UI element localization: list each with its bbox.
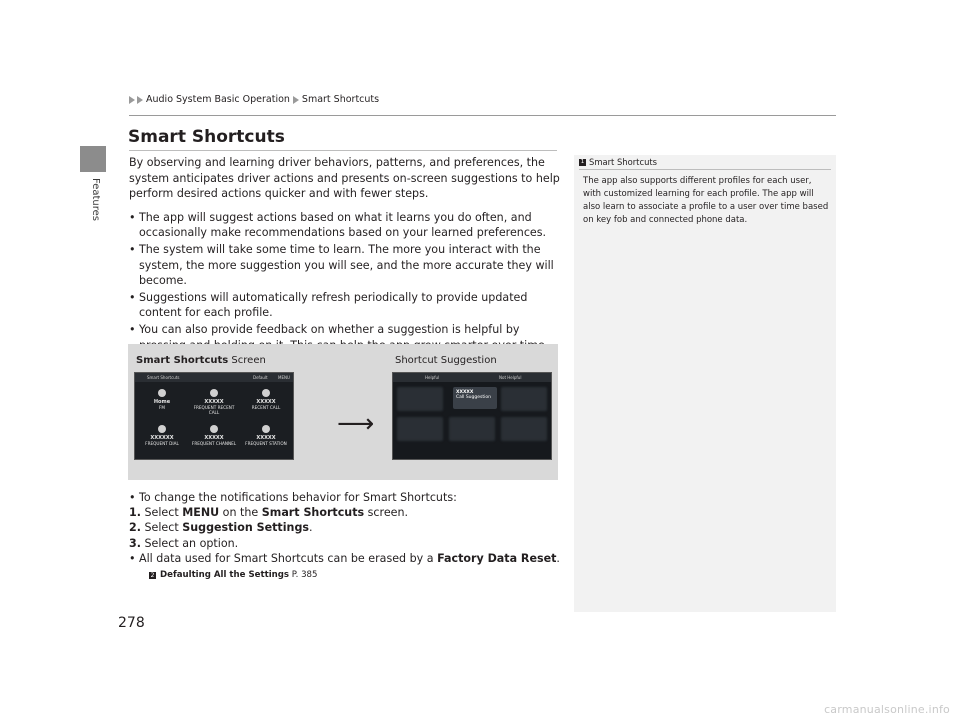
tile: XXXXX FREQUENT STATION xyxy=(241,421,291,457)
tile: XXXXX FREQUENT RECENT CALL xyxy=(189,385,239,421)
settings-instructions xyxy=(129,490,569,583)
tile: XXXXXX FREQUENT DIAL xyxy=(137,421,187,457)
screen-topbar: Helpful Not Helpful xyxy=(393,373,551,382)
sidebar-heading: 1 Smart Shortcuts xyxy=(580,157,658,167)
shortcut-suggestion-image xyxy=(392,372,552,460)
breadcrumb-current: Smart Shortcuts xyxy=(301,94,380,105)
tile: XXXXX FREQUENT CHANNEL xyxy=(189,421,239,457)
page-title: Smart Shortcuts xyxy=(128,127,285,147)
reference-arrow-icon: 2 xyxy=(150,572,155,580)
figure-label-suggestion: Shortcut Suggestion xyxy=(395,355,497,366)
section-label: Features xyxy=(90,178,101,221)
breadcrumb-arrow-icon xyxy=(137,96,143,104)
suggestion-popup: XXXXX Call Suggestion xyxy=(453,387,497,409)
note-marker-icon: 1 xyxy=(580,158,585,165)
step-item: 2. Select Suggestion Settings. xyxy=(129,521,313,535)
cross-reference-link[interactable]: 2 Defaulting All the Settings P. 385 xyxy=(150,570,318,581)
tile: XXXXX RECENT CALL xyxy=(241,385,291,421)
list-item: • All data used for Smart Shortcuts can be erased by a Factory Data Reset. xyxy=(129,551,569,566)
location-icon xyxy=(210,389,218,397)
radio-icon xyxy=(210,425,218,433)
list-item: • The system will take some time to learn. The more you interact with the system, the more suggestion you will see, and the more accurate they will become. xyxy=(129,242,561,289)
arrow-icon: ⟶ xyxy=(337,409,375,439)
screenshot-figure xyxy=(128,344,558,480)
breadcrumb-parent: Audio System Basic Operation xyxy=(146,94,290,105)
screen-topbar: Smart Shortcuts Default MENU xyxy=(135,373,293,382)
figure-label-screen: Smart Shortcuts Screen xyxy=(136,355,266,366)
feature-list xyxy=(129,210,561,353)
list-item: • You can also provide feedback on whether a suggestion is helpful by xyxy=(129,322,561,353)
section-tab xyxy=(80,146,106,172)
sidebar-rule xyxy=(579,169,831,170)
list-item: • The app will suggest actions based on what it learns you do often, and occasionally make recommendations based on your learned preferences. xyxy=(129,210,561,241)
breadcrumb-arrow-icon xyxy=(293,96,299,104)
page-number: 278 xyxy=(118,615,145,631)
breadcrumb xyxy=(129,94,379,105)
step-item: 3. Select an option. xyxy=(129,536,239,550)
step-item: 1. Select MENU on the Smart Shortcuts screen. xyxy=(129,506,409,520)
main-content xyxy=(129,155,561,354)
broadcast-icon xyxy=(262,425,270,433)
sidebar-text: The app also supports different profiles for each user, with customized learning for each profile. The app will also learn to associate a profile to a user over time based on key fob and connected phone data. xyxy=(583,176,829,225)
intro-paragraph: By observing and learning driver behaviors, patterns, and preferences, the system anticipates driver actions and presents on-screen suggestions to help perform desired actions quicker and with fewer steps. xyxy=(129,156,560,201)
home-icon xyxy=(158,389,166,397)
phone-icon xyxy=(262,389,270,397)
tile: Home FM xyxy=(137,385,187,421)
header-rule xyxy=(129,115,836,116)
phone-icon xyxy=(158,425,166,433)
smart-shortcuts-screen-image xyxy=(134,372,294,460)
title-rule xyxy=(129,150,557,151)
sidebar-note xyxy=(574,155,836,612)
breadcrumb-arrow-icon xyxy=(129,96,135,104)
list-item: • To change the notifications behavior for Smart Shortcuts: xyxy=(129,490,569,505)
list-item: • Suggestions will automatically refresh periodically to provide updated content for each profile. xyxy=(129,290,561,321)
watermark: carmanualsonline.info xyxy=(824,703,950,716)
